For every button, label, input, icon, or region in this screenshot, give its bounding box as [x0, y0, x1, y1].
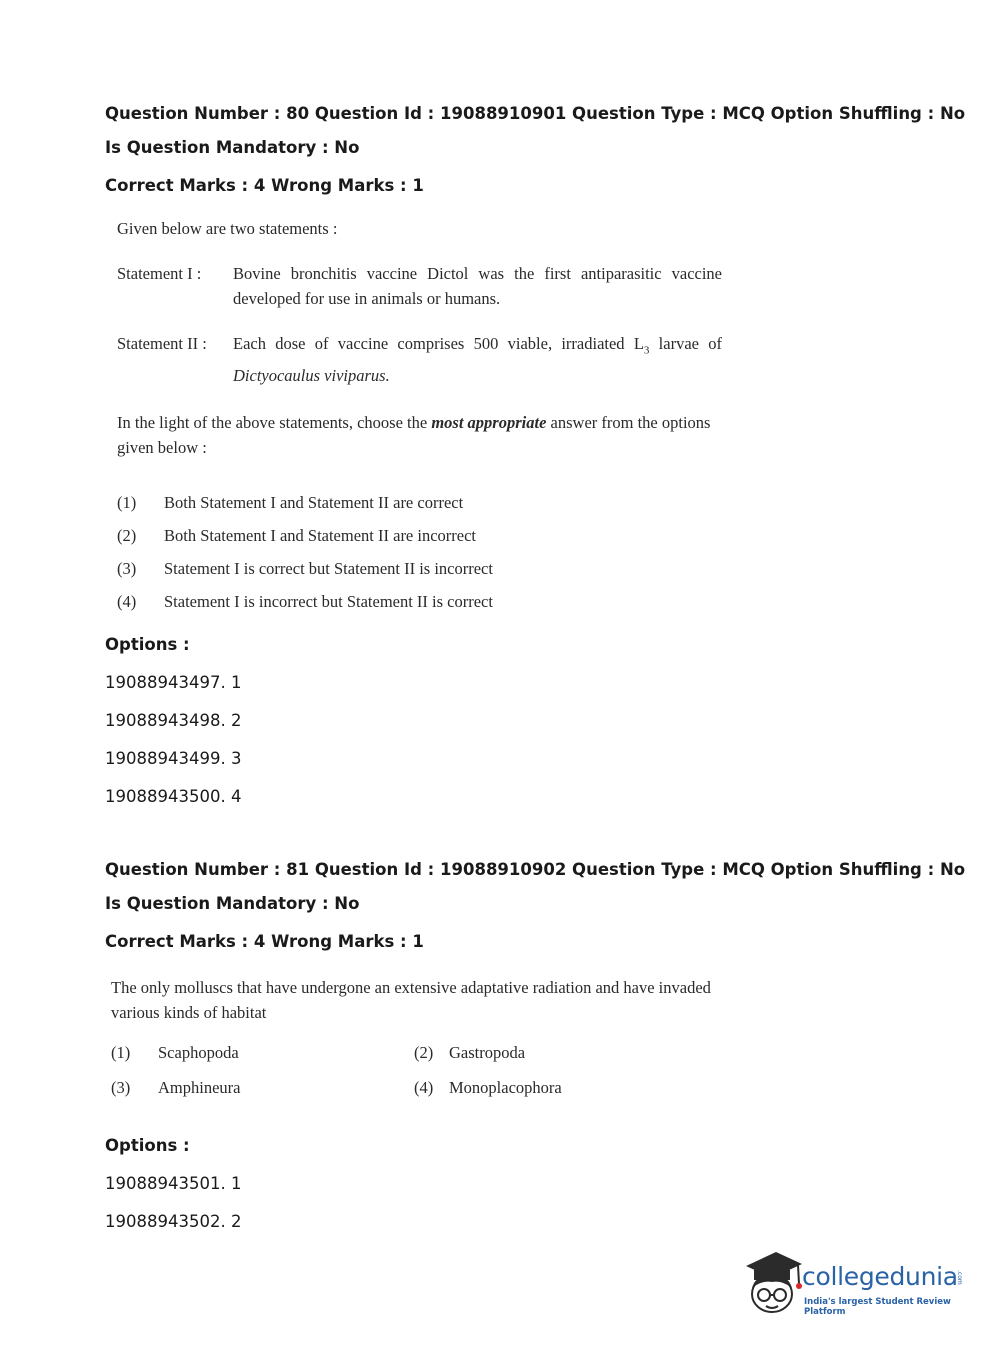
options-label: Options : [105, 635, 190, 655]
question-80 [105, 103, 965, 808]
logo-suffix: .com [956, 1270, 963, 1285]
choice-item: (4) Statement I is incorrect but Statement II is correct [117, 592, 493, 612]
question-body [117, 216, 722, 618]
question-body [111, 975, 731, 1105]
mascot-icon [742, 1248, 804, 1320]
question-header: Question Number : 80 Question Id : 19088910901 Question Type : MCQ Option Shuffling : No [105, 104, 966, 123]
choice-item: (4) Monoplacophora [414, 1078, 562, 1097]
statement-text: Each dose of vaccine comprises 500 viable, irradiated $L_3$ larvae of Dictyocaulus viviparus. [233, 334, 722, 386]
question-mandatory: Is Question Mandatory : No [105, 138, 360, 157]
choice-item: (3) Statement I is correct but Statement II is incorrect [117, 559, 493, 579]
logo-brand: collegedunia [802, 1262, 958, 1291]
logo-tagline: India's largest Student Review Platform [804, 1297, 951, 1317]
statement-text: Bovine bronchitis vaccine Dictol was the first antiparasitic vaccine developed for use in animals or humans. [233, 264, 722, 308]
question-text: The only molluscs that have undergone an extensive adaptative radiation and have invaded various kinds of habitat [111, 978, 711, 1022]
collegedunia-logo[interactable] [742, 1248, 972, 1320]
option-id: 19088943502. 2 [105, 1212, 242, 1231]
question-intro: Given below are two statements : [117, 219, 338, 238]
option-id: 19088943498. 2 [105, 711, 242, 731]
question-marks: Correct Marks : 4 Wrong Marks : 1 [105, 932, 424, 951]
statement-label: Statement II : [117, 334, 207, 353]
choice-item: (3) Amphineura [111, 1078, 241, 1097]
statement-2 [117, 331, 722, 388]
option-id: 19088943500. 4 [105, 787, 242, 807]
question-81 [105, 859, 965, 1233]
option-id: 19088943497. 1 [105, 673, 242, 693]
option-id: 19088943501. 1 [105, 1174, 242, 1193]
options-label: Options : [105, 1136, 190, 1155]
choice-grid [111, 1035, 731, 1105]
statement-1 [117, 261, 722, 311]
choice-item: (2) Gastropoda [414, 1043, 526, 1062]
option-id: 19088943499. 3 [105, 749, 242, 769]
choice-item: (1) Both Statement I and Statement II are correct [117, 493, 464, 513]
question-mandatory: Is Question Mandatory : No [105, 894, 360, 913]
statement-label: Statement I : [117, 264, 202, 283]
choice-item: (1) Scaphopoda [111, 1043, 239, 1062]
choice-list [117, 486, 722, 618]
question-prompt: In the light of the above statements, choose the most appropriate answer from the options given below : [117, 413, 711, 458]
question-header: Question Number : 81 Question Id : 19088910902 Question Type : MCQ Option Shuffling : No [105, 860, 966, 879]
choice-item: (2) Both Statement I and Statement II are incorrect [117, 526, 477, 546]
question-marks: Correct Marks : 4 Wrong Marks : 1 [105, 176, 424, 195]
